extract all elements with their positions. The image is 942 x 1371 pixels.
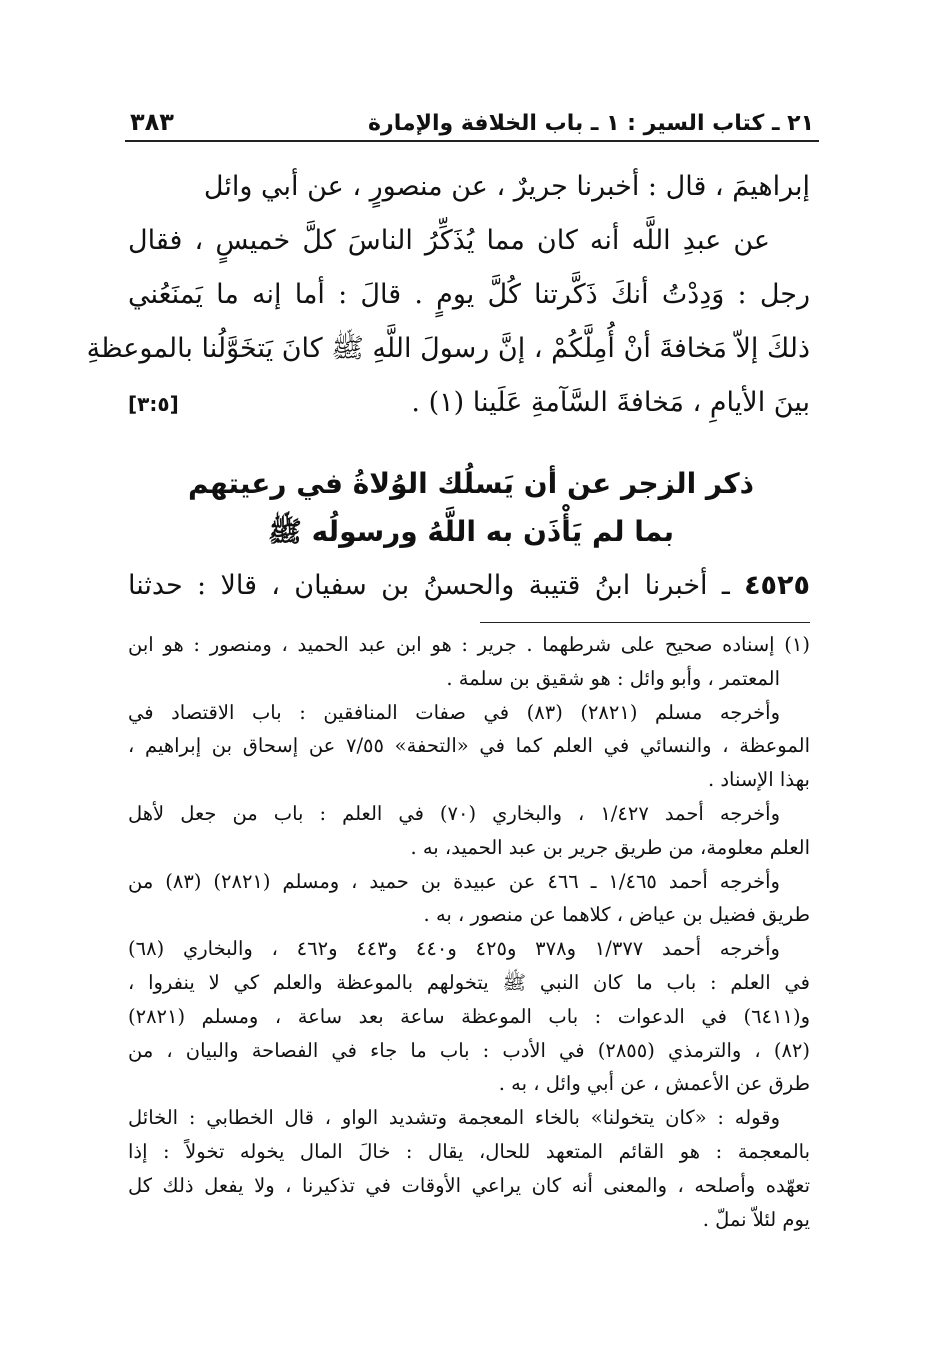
main-text-line: ذلكَ إلاّ مَخافةَ أنْ أُمِلَّكُمْ ، إنَّ رسولَ اللَّهِ ﷺ كانَ يَتخَوَّلُنا بالموعظةِ	[86, 333, 810, 364]
hadith-number: ٤٥٢٥	[744, 570, 810, 601]
footnote-line: وأخرجه مسلم (٢٨٢١) (٨٣) في صفات المنافقين : باب الاقتصاد في	[128, 700, 780, 724]
main-text	[86, 160, 810, 430]
footnote-rule	[480, 622, 810, 623]
footnote-line: يوم لئلاّ نملّ .	[702, 1207, 810, 1231]
hadith-opening	[128, 566, 810, 606]
footnote-line: طرق عن الأعمش ، عن أبي وائل ، به .	[498, 1072, 810, 1096]
footnote-line: تعهّده وأصلحه ، والمعنى أنه كان يراعي الأوقات في تذكيرنا ، ولا يفعل ذلك كل	[128, 1173, 810, 1197]
page-header	[130, 92, 814, 142]
footnote-line: و(٦٤١١) في الدعوات : باب الموعظة ساعة بعد ساعة ، ومسلم (٢٨٢١)	[128, 1004, 810, 1028]
footnote-line: وأخرجه أحمد ١/٤٢٧ ، والبخاري (٧٠) في العلم : باب من جعل لأهل	[128, 801, 780, 825]
footnote-line: طريق فضيل بن عياض ، كلاهما عن منصور ، به .	[423, 903, 810, 927]
main-text-line: رجل : وَدِدْتُ أنكَ ذَكَّرتنا كُلَّ يومٍ . قالَ : أما إنه ما يَمنَعُني	[128, 279, 810, 310]
reference-tag: [٣:٥]	[128, 392, 179, 416]
main-text-line: إبراهيمَ ، قال : أخبرنا جريرٌ ، عن منصورٍ ، عن أبي وائل	[203, 171, 810, 202]
page-number: ٣٨٣	[130, 108, 174, 136]
footnote-line: في العلم : باب ما كان النبي ﷺ يتخولهم بالموعظة والعلم كي لا ينفروا ،	[128, 970, 810, 994]
section-heading-line: ذكر الزجر عن أن يَسلُك الوُلاةُ في رعيتهم	[187, 467, 754, 500]
section-heading	[128, 460, 814, 556]
section-heading-line: بما لم يَأْذَن به اللَّهُ ورسولُه ﷺ	[268, 515, 674, 548]
main-text-last-row	[128, 376, 810, 430]
hadith-text: ـ أخبرنا ابنُ قتيبة والحسنُ بن سفيان ، قالا : حدثنا	[128, 570, 730, 601]
footnote-line: بالمعجمة : هو القائم المتعهد للحال، يقال : خالَ المال يخوله تخولاً : إذا	[128, 1139, 810, 1163]
footnote-line: بهذا الإسناد .	[707, 768, 810, 792]
footnote-line: وأخرجه أحمد ١/٤٦٥ ـ ٤٦٦ عن عبيدة بن حميد ، ومسلم (٢٨٢١) (٨٣) من	[128, 869, 780, 893]
main-text-line: بينَ الأيامِ ، مَخافةَ السَّآمةِ عَلَينا (١) .	[411, 387, 810, 418]
footnote-line: وأخرجه أحمد ١/٣٧٧ و٣٧٨ و٤٢٥ و٤٤٠ و٤٤٣ و٤٦٢ ، والبخاري (٦٨)	[128, 937, 780, 961]
footnote-line: المعتمر ، وأبو وائل : هو شقيق بن سلمة .	[446, 666, 780, 690]
header-rule	[125, 140, 819, 142]
running-title: ٢١ ـ كتاب السير : ١ ـ باب الخلافة والإمارة	[368, 111, 814, 136]
footnote-line: وقوله : «كان يتخولنا» بالخاء المعجمة وتشديد الواو ، قال الخطابي : الخائل	[128, 1106, 780, 1130]
footnote-line: العلم معلومة، من طريق جرير بن عبد الحميد، به .	[410, 835, 810, 859]
footnotes	[128, 628, 810, 1236]
main-text-line: عن عبدِ اللَّه أنه كان مما يُذَكِّرُ الناسَ كلَّ خميسٍ ، فقال	[128, 225, 770, 256]
footnote-line: (٨٢) ، والترمذي (٢٨٥٥) في الأدب : باب ما جاء في الفصاحة والبيان ، من	[128, 1038, 811, 1062]
footnote-line: (١) إسناده صحيح على شرطهما . جرير : هو ابن عبد الحميد ، ومنصور : هو ابن	[128, 633, 810, 656]
footnote-line: الموعظة ، والنسائي في العلم كما في «التحفة» ٧/٥٥ عن إسحاق بن إبراهيم ،	[128, 734, 810, 758]
